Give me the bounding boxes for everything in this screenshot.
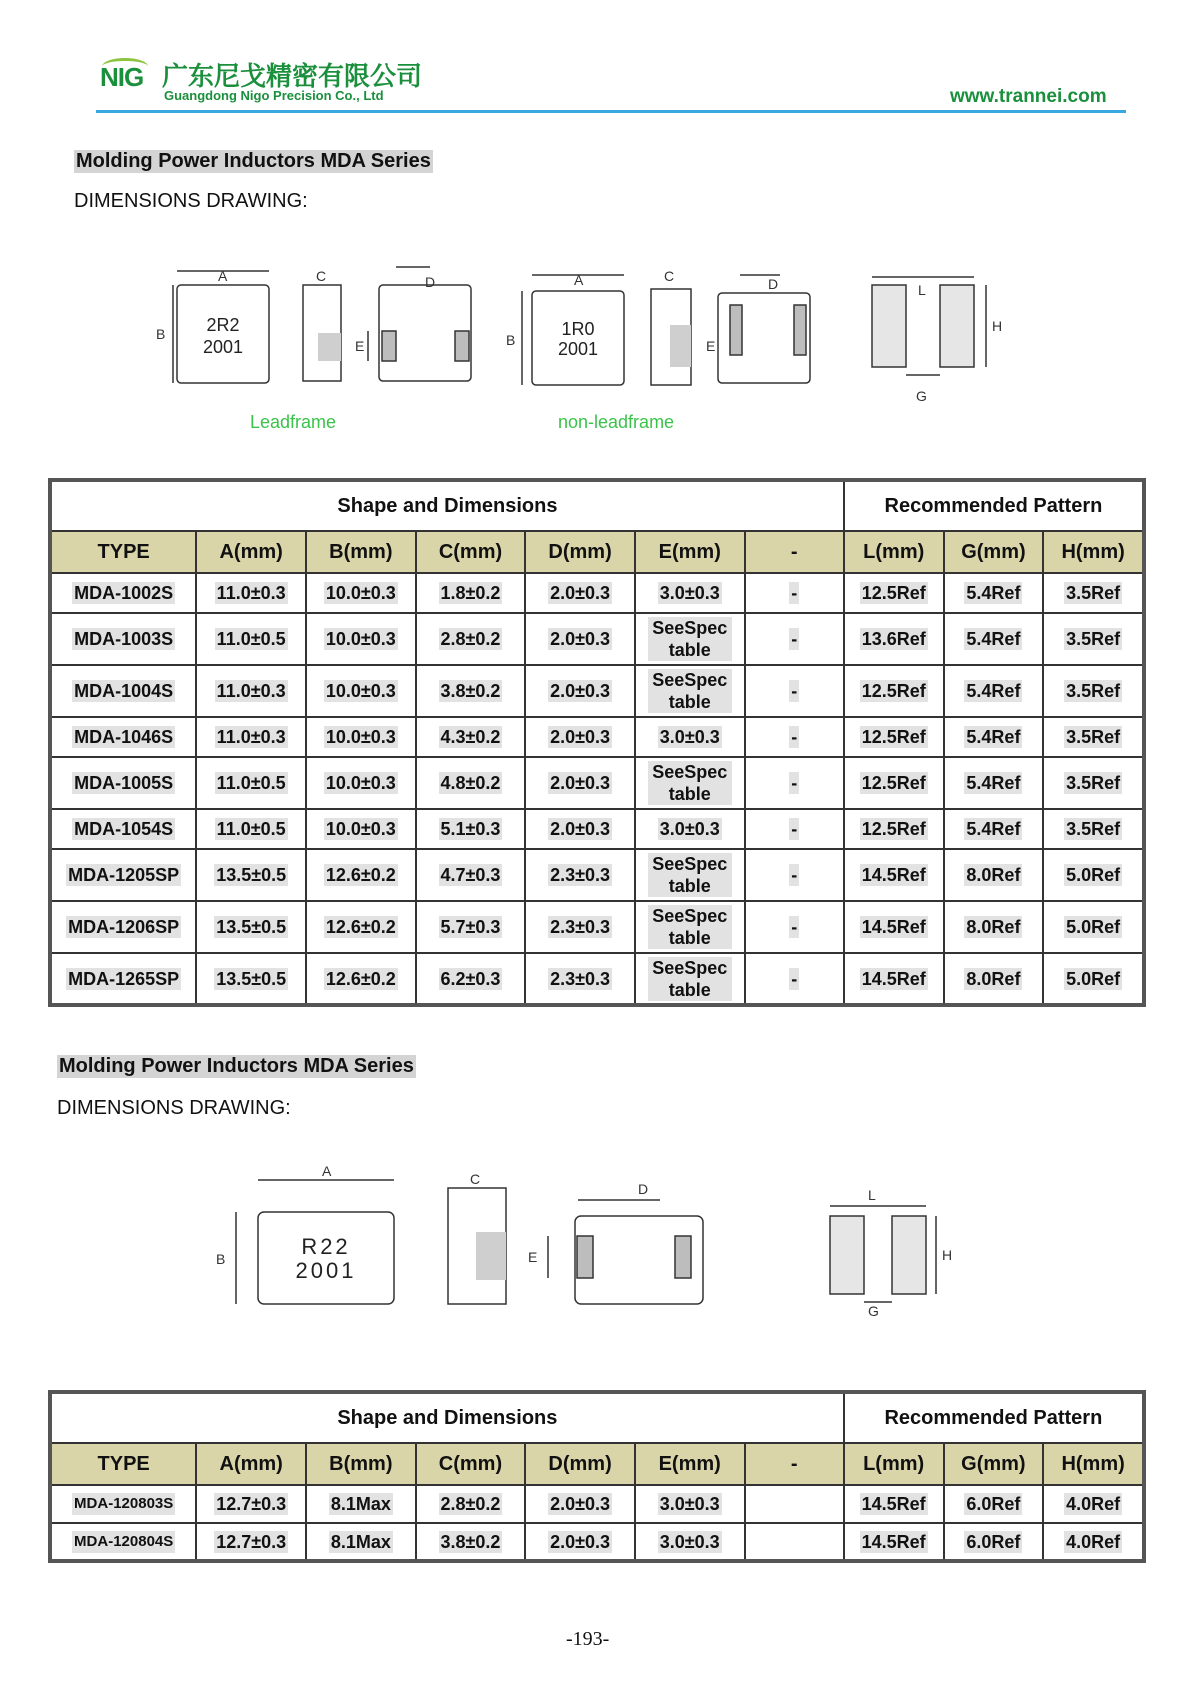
table-cell [306, 1523, 416, 1561]
cell-value: 12.5Ref [861, 583, 926, 603]
marking-2-line1: R22 [301, 1234, 351, 1259]
column-header: C(mm) [416, 1443, 526, 1485]
cell-value: - [791, 629, 798, 649]
cell-value: SeeSpec table [648, 669, 732, 713]
dim-label-e2: E [706, 338, 716, 354]
table-cell [525, 1485, 635, 1523]
table-cell [306, 665, 416, 717]
table-cell [635, 757, 745, 809]
cell-value: 5.4Ref [966, 727, 1021, 747]
column-header: TYPE [50, 531, 196, 573]
table-cell [525, 613, 635, 665]
table-cell [196, 901, 306, 953]
cell-value: 8.0Ref [966, 865, 1021, 885]
cell-value: MDA-1002S [74, 583, 174, 603]
table-cell [416, 1485, 526, 1523]
table-cell [196, 665, 306, 717]
cell-value: 5.7±0.3 [440, 917, 501, 937]
cell-value: 12.6±0.2 [325, 968, 396, 989]
cell-value: 2.0±0.3 [550, 629, 611, 649]
table-row [50, 849, 1144, 901]
table-cell [635, 717, 745, 757]
table-cell [196, 613, 306, 665]
cell-value: 12.5Ref [861, 819, 926, 839]
cell-value: MDA-1206SP [68, 917, 180, 937]
column-header: L(mm) [844, 531, 944, 573]
table-cell [196, 717, 306, 757]
table-cell [416, 613, 526, 665]
cell-value: 2.3±0.3 [550, 865, 611, 885]
cell-value: 4.7±0.3 [440, 865, 501, 885]
table-cell [196, 1523, 306, 1561]
cell-value: 3.8±0.2 [440, 1531, 501, 1552]
cell-value: 5.4Ref [966, 681, 1021, 701]
table-cell [1043, 717, 1144, 757]
table-cell [844, 849, 944, 901]
table-cell [306, 573, 416, 613]
cell-value: 3.5Ref [1066, 681, 1121, 701]
cell-value: MDA-1205SP [68, 865, 180, 885]
cell-value: 11.0±0.5 [216, 629, 286, 649]
column-header: TYPE [50, 1443, 196, 1485]
table-cell [50, 953, 196, 1005]
table-cell [745, 717, 844, 757]
table-cell [944, 953, 1044, 1005]
cell-value: 5.0Ref [1066, 968, 1121, 989]
table-cell [944, 849, 1044, 901]
cell-value: 2.0±0.3 [550, 819, 611, 839]
column-header: B(mm) [306, 531, 416, 573]
table-cell [525, 757, 635, 809]
table-cell [944, 757, 1044, 809]
table-cell [635, 849, 745, 901]
dim-label-b: B [156, 326, 166, 342]
cell-value: 13.5±0.5 [216, 917, 287, 937]
cell-value: 8.1Max [330, 1531, 391, 1552]
table-cell [416, 953, 526, 1005]
cell-value: 11.0±0.3 [216, 583, 286, 603]
table-cell [944, 1485, 1044, 1523]
cell-value: - [791, 681, 798, 701]
table-cell [196, 1485, 306, 1523]
logo: NIG [100, 62, 144, 92]
table-cell [635, 1485, 745, 1523]
cell-value: 4.3±0.2 [440, 727, 501, 747]
cell-value: 2.0±0.3 [550, 681, 611, 701]
column-header: B(mm) [306, 1443, 416, 1485]
table-cell [1043, 1523, 1144, 1561]
table-cell [745, 1485, 844, 1523]
cell-value: 10.0±0.3 [325, 773, 396, 793]
table-cell [50, 757, 196, 809]
cell-value: 14.5Ref [861, 917, 926, 937]
table-cell [844, 573, 944, 613]
cell-value: 5.4Ref [966, 773, 1021, 793]
table-cell [525, 901, 635, 953]
cell-value: - [791, 917, 798, 937]
cell-value: 11.0±0.3 [216, 727, 286, 747]
dim2-label-h: H [942, 1247, 953, 1263]
table-cell [1043, 573, 1144, 613]
cell-value: - [791, 865, 798, 885]
table-cell [745, 953, 844, 1005]
cell-value: 12.5Ref [861, 727, 926, 747]
table-cell [50, 901, 196, 953]
column-header: D(mm) [525, 531, 635, 573]
table-cell [635, 573, 745, 613]
cell-value: 5.0Ref [1066, 917, 1121, 937]
table-cell [196, 809, 306, 849]
cell-value: SeeSpec table [648, 617, 732, 661]
cell-value: 10.0±0.3 [325, 629, 396, 649]
column-header: C(mm) [416, 531, 526, 573]
marking-nonleadframe-2: 2001 [557, 339, 599, 359]
table-cell [745, 757, 844, 809]
table-cell [844, 901, 944, 953]
cell-value: 6.2±0.3 [440, 968, 501, 989]
cell-value: 2.3±0.3 [550, 917, 611, 937]
cell-value: 13.6Ref [861, 629, 926, 649]
table-cell [844, 953, 944, 1005]
table-cell [50, 717, 196, 757]
dim-label-a2: A [574, 272, 584, 288]
cell-value: 11.0±0.3 [216, 681, 286, 701]
marking-nonleadframe-1: 1R0 [561, 319, 595, 339]
cell-value: 3.0±0.3 [659, 727, 720, 747]
dim-label-a: A [218, 268, 228, 284]
dim-label-g: G [916, 388, 927, 404]
column-header: A(mm) [196, 1443, 306, 1485]
table-cell [416, 573, 526, 613]
cell-value: - [791, 968, 798, 989]
table-cell [745, 1523, 844, 1561]
column-header: H(mm) [1043, 1443, 1144, 1485]
cell-value: SeeSpec table [648, 761, 732, 805]
cell-value: 3.8±0.2 [440, 681, 501, 701]
column-header: - [745, 531, 844, 573]
dim2-label-b: B [216, 1251, 226, 1267]
cell-value: 3.0±0.3 [659, 1531, 720, 1552]
cell-value: 3.5Ref [1066, 727, 1121, 747]
table-cell [745, 613, 844, 665]
table-cell [306, 809, 416, 849]
dimension-drawing-2 [0, 1160, 1200, 1320]
dimensions-title-2: DIMENSIONS DRAWING: [57, 1097, 291, 1119]
dim-label-e: E [355, 338, 365, 354]
cell-value: - [791, 583, 798, 603]
cell-value: 2.0±0.3 [550, 773, 611, 793]
table-cell [306, 849, 416, 901]
table-row [50, 717, 1144, 757]
cell-value: 3.5Ref [1066, 629, 1121, 649]
table-cell [745, 573, 844, 613]
table-row [50, 809, 1144, 849]
cell-value: 12.7±0.3 [216, 1531, 287, 1552]
table-cell [1043, 665, 1144, 717]
cell-value: 3.5Ref [1066, 773, 1121, 793]
table-cell [1043, 901, 1144, 953]
table-cell [944, 573, 1044, 613]
table-cell [1043, 613, 1144, 665]
table-cell [944, 665, 1044, 717]
cell-value: 12.5Ref [861, 773, 926, 793]
cell-value: 3.5Ref [1066, 819, 1121, 839]
cell-value: 12.5Ref [861, 681, 926, 701]
table-cell [1043, 809, 1144, 849]
column-header: A(mm) [196, 531, 306, 573]
cell-value: - [791, 727, 798, 747]
table-cell [635, 665, 745, 717]
dim-label-d2: D [768, 276, 779, 292]
dim2-label-a: A [322, 1163, 332, 1179]
cell-value: 3.0±0.3 [659, 1494, 720, 1514]
shape-dimensions-header-2: Shape and Dimensions [50, 1392, 844, 1443]
table-row [50, 953, 1144, 1005]
cell-value: 10.0±0.3 [325, 681, 396, 701]
column-header: G(mm) [944, 531, 1044, 573]
table-cell [635, 613, 745, 665]
table-cell [196, 573, 306, 613]
table-cell [416, 717, 526, 757]
cell-value: 2.8±0.2 [440, 629, 501, 649]
table-cell [844, 757, 944, 809]
table-row [50, 757, 1144, 809]
cell-value: 1.8±0.2 [440, 583, 501, 603]
table-cell [1043, 1485, 1144, 1523]
cell-value: 6.0Ref [966, 1531, 1021, 1552]
table-cell [306, 953, 416, 1005]
table-row [50, 665, 1144, 717]
table-cell [635, 953, 745, 1005]
cell-value: MDA-1054S [74, 819, 174, 839]
table-row [50, 1485, 1144, 1523]
shape-dimensions-header: Shape and Dimensions [50, 480, 844, 531]
spec-table-2 [48, 1390, 1146, 1563]
cell-value: 11.0±0.5 [216, 819, 286, 839]
table-cell [1043, 953, 1144, 1005]
dim2-label-l: L [868, 1187, 876, 1203]
cell-value: - [791, 819, 798, 839]
table-cell [196, 953, 306, 1005]
table-cell [635, 809, 745, 849]
table-row [50, 1523, 1144, 1561]
column-header: L(mm) [844, 1443, 944, 1485]
table-cell [635, 1523, 745, 1561]
table-cell [844, 1485, 944, 1523]
dim-label-b2: B [506, 332, 516, 348]
marking-2-line2: 2001 [295, 1258, 357, 1283]
cell-value: MDA-1004S [74, 681, 174, 701]
series-title: Molding Power Inductors MDA Series [76, 150, 431, 172]
cell-value: SeeSpec table [648, 905, 732, 949]
cell-value: 5.0Ref [1066, 865, 1121, 885]
cell-value: 3.5Ref [1066, 583, 1121, 603]
cell-value: MDA-1265SP [68, 968, 180, 989]
cell-value: 4.0Ref [1066, 1531, 1121, 1552]
cell-value: 8.0Ref [966, 917, 1021, 937]
cell-value: 2.3±0.3 [550, 968, 611, 989]
spec-table-1 [48, 478, 1146, 1007]
column-header: D(mm) [525, 1443, 635, 1485]
table-cell [944, 717, 1044, 757]
cell-value: 2.0±0.3 [550, 1531, 611, 1552]
cell-value: SeeSpec table [648, 853, 732, 897]
cell-value: 14.5Ref [861, 1494, 926, 1514]
table-cell [635, 901, 745, 953]
cell-value: 14.5Ref [861, 1531, 926, 1552]
table-cell [525, 953, 635, 1005]
table-cell [416, 1523, 526, 1561]
table-cell [196, 757, 306, 809]
marking-leadframe-2: 2001 [202, 337, 244, 357]
table-cell [50, 809, 196, 849]
table-cell [306, 757, 416, 809]
column-header: E(mm) [635, 531, 745, 573]
table-cell [416, 809, 526, 849]
company-name-en: Guangdong Nigo Precision Co., Ltd [164, 88, 384, 103]
table-cell [844, 717, 944, 757]
website-link[interactable]: www.trannei.com [950, 86, 1107, 107]
dim-label-c2: C [664, 268, 675, 284]
caption-nonleadframe: non-leadframe [558, 412, 675, 432]
table-cell [50, 573, 196, 613]
table-cell [306, 613, 416, 665]
cell-value: 8.0Ref [966, 968, 1021, 989]
table-cell [525, 849, 635, 901]
table-cell [1043, 849, 1144, 901]
cell-value: 2.0±0.3 [550, 727, 611, 747]
header-divider [96, 110, 1126, 113]
dim2-label-d: D [638, 1181, 649, 1197]
table-cell [745, 849, 844, 901]
dimensions-title: DIMENSIONS DRAWING: [74, 190, 308, 212]
table-cell [416, 901, 526, 953]
table-cell [50, 849, 196, 901]
cell-value: 13.5±0.5 [216, 968, 287, 989]
dim-label-d: D [425, 274, 436, 290]
cell-value: 13.5±0.5 [216, 865, 287, 885]
cell-value: 8.1Max [330, 1494, 391, 1514]
cell-value: 11.0±0.5 [216, 773, 286, 793]
table-cell [50, 665, 196, 717]
page-number: -193- [566, 1628, 610, 1650]
table-cell [525, 809, 635, 849]
table-cell [50, 1485, 196, 1523]
table-cell [306, 1485, 416, 1523]
company-name-cn: 广东尼戈精密有限公司 [162, 62, 423, 92]
table-cell [944, 901, 1044, 953]
recommended-pattern-header-2: Recommended Pattern [844, 1392, 1144, 1443]
table-cell [50, 1523, 196, 1561]
cell-value: MDA-120803S [72, 1493, 175, 1515]
column-header: G(mm) [944, 1443, 1044, 1485]
table-cell [745, 901, 844, 953]
dim-label-h: H [992, 318, 1003, 334]
cell-value: 10.0±0.3 [325, 727, 396, 747]
table-cell [196, 849, 306, 901]
table-cell [525, 1523, 635, 1561]
table-cell [844, 809, 944, 849]
cell-value: MDA-1005S [74, 773, 174, 793]
table-cell [416, 665, 526, 717]
cell-value: 5.1±0.3 [440, 819, 501, 839]
caption-leadframe: Leadframe [250, 412, 337, 432]
cell-value: 5.4Ref [966, 819, 1021, 839]
cell-value: 4.0Ref [1066, 1494, 1121, 1514]
dim2-label-c: C [470, 1171, 481, 1187]
column-header: - [745, 1443, 844, 1485]
table-cell [416, 757, 526, 809]
series-title-2: Molding Power Inductors MDA Series [59, 1055, 414, 1077]
cell-value: - [791, 773, 798, 793]
table-cell [844, 613, 944, 665]
cell-value: MDA-1003S [74, 629, 174, 649]
cell-value: 5.4Ref [966, 629, 1021, 649]
dim-label-l: L [918, 282, 926, 298]
cell-value: MDA-1046S [74, 727, 174, 747]
cell-value: 14.5Ref [861, 865, 926, 885]
cell-value: 12.6±0.2 [325, 865, 396, 885]
table-cell [306, 901, 416, 953]
recommended-pattern-header: Recommended Pattern [844, 480, 1144, 531]
dimension-drawing-leadframe [0, 255, 1200, 425]
dim2-label-e: E [528, 1249, 538, 1265]
cell-value: 3.0±0.3 [659, 819, 720, 839]
table-row [50, 901, 1144, 953]
cell-value: SeeSpec table [648, 957, 732, 1001]
cell-value: 5.4Ref [966, 583, 1021, 603]
cell-value: 4.8±0.2 [440, 773, 501, 793]
table-cell [844, 1523, 944, 1561]
marking-leadframe-1: 2R2 [206, 315, 240, 335]
table-cell [944, 613, 1044, 665]
dim-label-c: C [316, 268, 327, 284]
cell-value: 2.0±0.3 [550, 583, 611, 603]
cell-value: MDA-120804S [72, 1531, 175, 1553]
table-row [50, 573, 1144, 613]
column-header: H(mm) [1043, 531, 1144, 573]
dim2-label-g: G [868, 1303, 879, 1319]
cell-value: 10.0±0.3 [325, 819, 396, 839]
table-cell [844, 665, 944, 717]
cell-value: 2.0±0.3 [550, 1494, 611, 1514]
cell-value: 12.6±0.2 [325, 917, 396, 937]
cell-value: 14.5Ref [861, 968, 926, 989]
table-cell [745, 665, 844, 717]
column-header: E(mm) [635, 1443, 745, 1485]
table-cell [745, 809, 844, 849]
table-cell [944, 1523, 1044, 1561]
table-row [50, 613, 1144, 665]
table-cell [944, 809, 1044, 849]
table-cell [525, 717, 635, 757]
cell-value: 2.8±0.2 [440, 1494, 501, 1514]
table-cell [50, 613, 196, 665]
table-cell [525, 665, 635, 717]
cell-value: 3.0±0.3 [659, 583, 720, 603]
table-cell [416, 849, 526, 901]
cell-value: 6.0Ref [966, 1494, 1021, 1514]
cell-value: 12.7±0.3 [216, 1494, 287, 1514]
table-cell [306, 717, 416, 757]
table-cell [1043, 757, 1144, 809]
cell-value: 10.0±0.3 [325, 583, 396, 603]
table-cell [525, 573, 635, 613]
